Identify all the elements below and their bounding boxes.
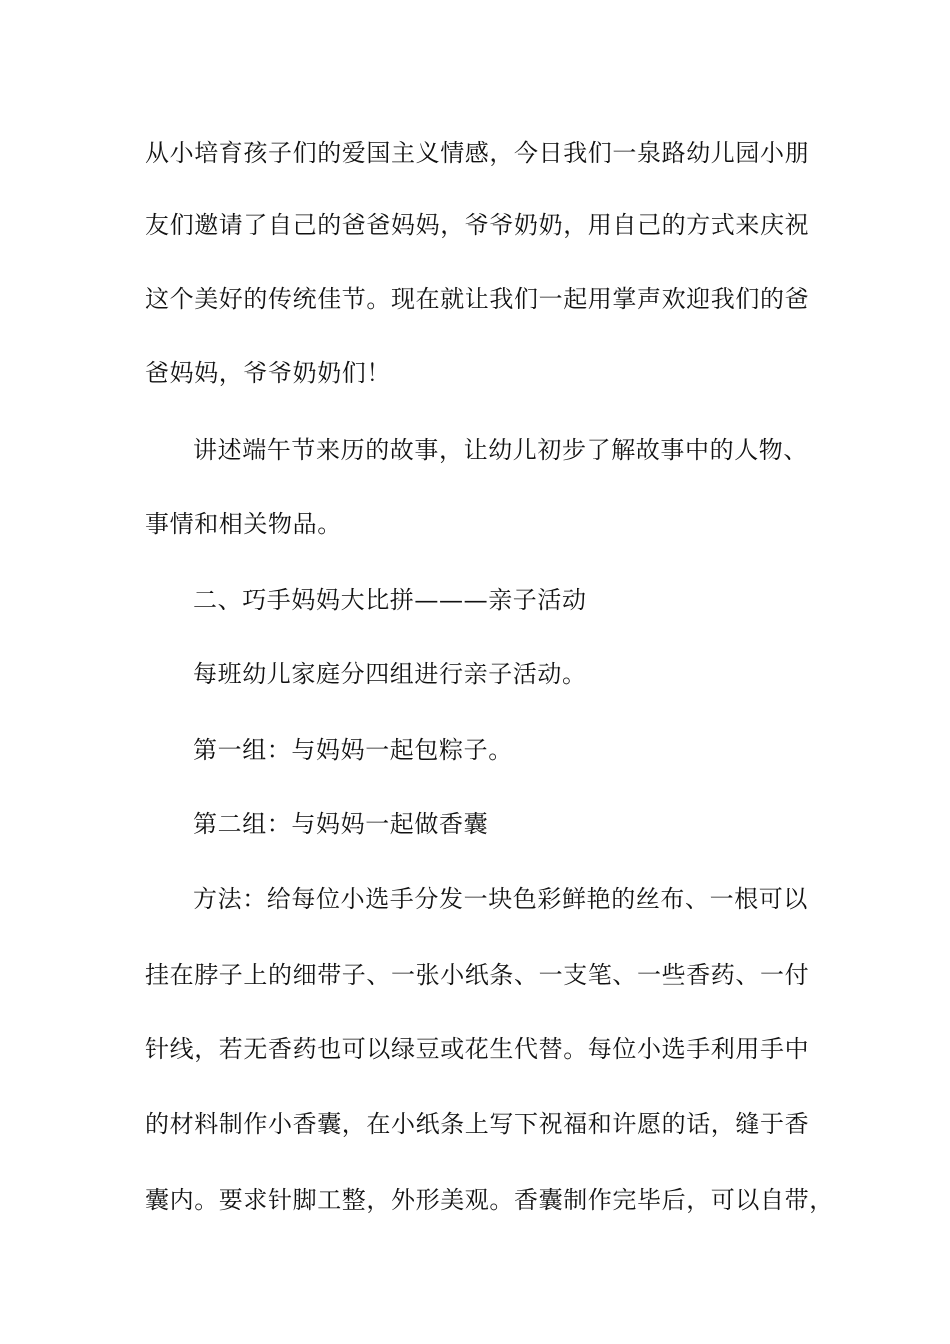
- paragraph-line: 讲述端午节来历的故事，让幼儿初步了解故事中的人物、: [193, 436, 808, 464]
- paragraph-line: 第一组：与妈妈一起包粽子。: [193, 736, 513, 764]
- paragraph-line: 囊内。要求针脚工整，外形美观。香囊制作完毕后，可以自带，: [145, 1186, 834, 1214]
- paragraph-line: 的材料制作小香囊，在小纸条上写下祝福和许愿的话，缝于香: [145, 1110, 810, 1138]
- section-heading: 二、巧手妈妈大比拼———亲子活动: [193, 586, 587, 614]
- paragraph-line: 第二组：与妈妈一起做香囊: [193, 810, 489, 838]
- paragraph-line: 事情和相关物品。: [145, 510, 342, 538]
- paragraph-line: 方法：给每位小选手分发一块色彩鲜艳的丝布、一根可以: [193, 885, 808, 913]
- paragraph-line: 友们邀请了自己的爸爸妈妈，爷爷奶奶，用自己的方式来庆祝: [145, 211, 810, 239]
- paragraph-line: 这个美好的传统佳节。现在就让我们一起用掌声欢迎我们的爸: [145, 285, 810, 313]
- paragraph-line: 针线，若无香药也可以绿豆或花生代替。每位小选手利用手中: [145, 1035, 810, 1063]
- paragraph-line: 从小培育孩子们的爱国主义情感，今日我们一泉路幼儿园小朋: [145, 139, 810, 167]
- paragraph-line: 每班幼儿家庭分四组进行亲子活动。: [193, 660, 587, 688]
- paragraph-line: 爸妈妈，爷爷奶奶们！: [145, 359, 391, 387]
- paragraph-line: 挂在脖子上的细带子、一张小纸条、一支笔、一些香药、一付: [145, 961, 810, 989]
